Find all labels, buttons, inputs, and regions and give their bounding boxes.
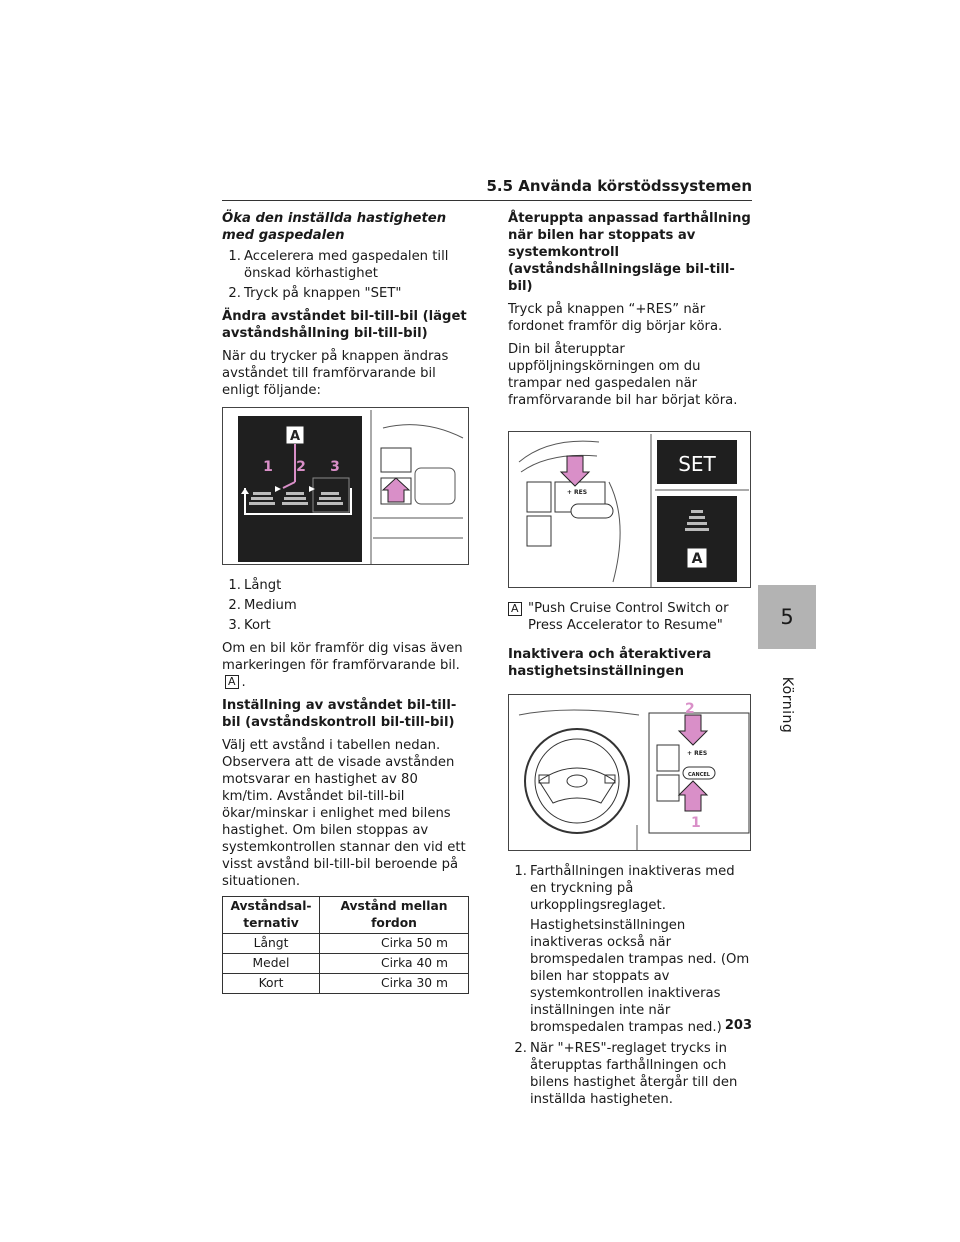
chapter-tab — [758, 585, 816, 649]
note-box-a: A — [508, 602, 522, 616]
figure-label-3: 3 — [330, 459, 340, 475]
list-item: 2. Tryck på knappen "SET" — [228, 286, 402, 301]
cancel-button-label: CANCEL — [688, 772, 710, 778]
figure-label-1: 1 — [263, 459, 273, 475]
chapter-number: 5 — [780, 605, 794, 629]
marker-paragraph: Om en bil kör framför dig visas även markeringen för framförvarande bil.A . — [222, 641, 463, 690]
display-note — [508, 600, 753, 634]
marker-box-a: A — [225, 675, 239, 689]
table-row: Medel Cirka 40 m — [223, 954, 469, 974]
page-number: 203 — [724, 1018, 752, 1033]
left-column — [222, 210, 472, 994]
cancel-figure — [508, 694, 751, 851]
right-column — [508, 210, 753, 1114]
distance-table — [222, 896, 469, 994]
speed-heading: Öka den inställda hastigheten med gaspedalen — [222, 211, 447, 243]
header-rule — [222, 200, 752, 201]
table-row: Långt Cirka 50 m — [223, 934, 469, 954]
resume-figure — [508, 431, 751, 588]
list-item: 1. Långt — [228, 578, 282, 593]
list-item: 2. När "+RES"-reglaget trycks in återupptas farthållningen och bilens hastighet återgår till den inställda hastigheten. — [514, 1041, 738, 1107]
distance-illustration — [223, 408, 469, 565]
setting-heading: Inställning av avståndet bil-till-bil (avståndskontroll bil-till-bil) — [222, 698, 457, 730]
table-row: Kort Cirka 30 m — [223, 974, 469, 994]
distance-list — [222, 577, 472, 634]
cancel-heading: Inaktivera och återaktivera hastighetsinställningen — [508, 647, 712, 679]
figure-label-2: 2 — [296, 459, 306, 475]
section-header: 5.5 Använda körstödssystemen — [486, 177, 752, 195]
note-text: "Push Cruise Control Switch or Press Accelerator to Resume" — [528, 601, 729, 633]
figure-label-a: A — [289, 429, 301, 444]
distance-paragraph: När du trycker på knappen ändras avståndet till framförvarande bil enligt följande: — [222, 349, 449, 398]
distance-heading: Ändra avståndet bil-till-bil (läget avståndshållning bil-till-bil) — [222, 309, 467, 341]
figure2-label-a: A — [691, 551, 703, 567]
list-item-note: Hastighetsinställningen inaktiveras också när bromspedalen trampas ned. (Om bilen har stoppats av systemkontrollen inaktiveras inställningen inte när bromspedalen trampas ned.) — [530, 918, 750, 1035]
chapter-tab-label — [758, 650, 816, 760]
set-display-text: SET — [678, 452, 716, 476]
distance-bars-icon — [249, 492, 343, 505]
list-item: 1. Farthållningen inaktiveras med en tryckning på urkopplingsreglaget. — [514, 864, 735, 913]
speed-steps — [222, 248, 472, 302]
figure3-label-1: 1 — [691, 815, 701, 831]
res-button-label: + RES — [566, 489, 588, 496]
list-item: 3. Kort — [228, 618, 271, 633]
resume-illustration — [509, 432, 751, 588]
table-header-row — [223, 897, 469, 934]
cancel-steps — [508, 863, 753, 1108]
res-button-label: + RES — [687, 750, 708, 757]
table-header: Avståndsal-ternativ — [223, 897, 320, 934]
distance-figure — [222, 407, 469, 565]
resume-paragraph-1: Tryck på knappen “+RES” när fordonet framför dig börjar köra. — [508, 302, 723, 334]
list-item: 2. Medium — [228, 598, 297, 613]
figure3-label-2: 2 — [685, 701, 695, 717]
cancel-illustration — [509, 695, 751, 851]
chapter-label: Körning — [779, 676, 795, 734]
resume-paragraph-2: Din bil återupptar uppföljningskörningen om du trampar ned gaspedalen när framförvarande bil har börjat köra. — [508, 342, 738, 408]
table-header: Avstånd mellan fordon — [320, 897, 469, 934]
list-item: 1. Accelerera med gaspedalen till önskad körhastighet — [228, 249, 449, 281]
setting-paragraph: Välj ett avstånd i tabellen nedan. Observera att de visade avstånden motsvarar en hastighet av 80 km/tim. Avståndet bil-till-bil ökar/minskar i enlighet med bilens hastighet. Om bilen stoppas av systemkontrollen stannar den vid ett visst avstånd bil-till-bil beroende på situationen. — [222, 738, 466, 889]
resume-heading: Återuppta anpassad farthållning när bilen har stoppats av systemkontroll (avståndshållningsläge bil-till-bil) — [508, 211, 751, 294]
